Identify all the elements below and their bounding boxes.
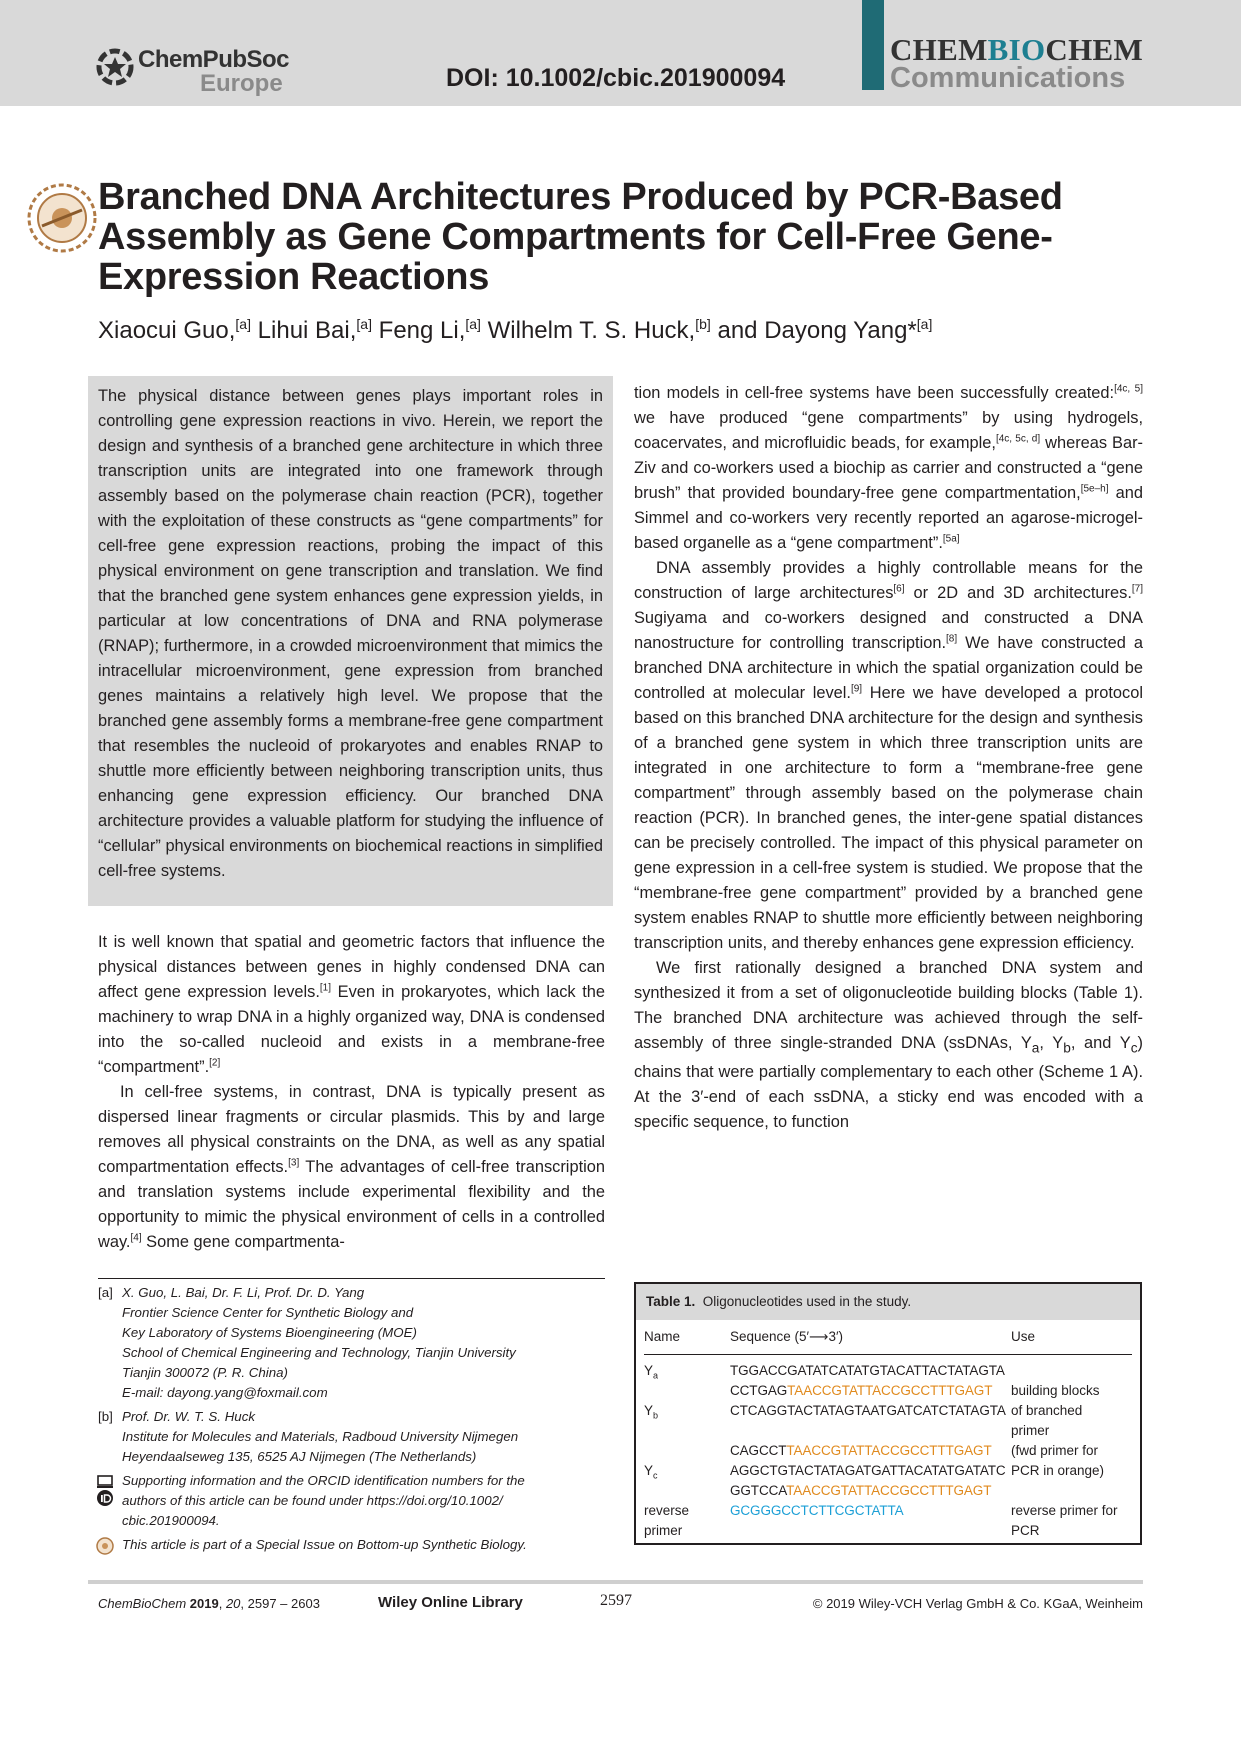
body-text: The advantages of cell-free transcription and translation systems include experimental flexibility and the opportunity to mimic the physical environment of cells in a controlled way.	[98, 1158, 605, 1251]
table-header-sequence: Sequence (5′⟶3′)	[730, 1329, 843, 1344]
oligo-name: Y	[644, 1403, 654, 1418]
table-header-rule	[644, 1354, 1132, 1355]
body-text: we have produced “gene compartments” by using hydrogels, coacervates, and microfluidic beads, for example,	[634, 409, 1143, 452]
citation[interactable]: [9]	[850, 683, 863, 695]
body-text: , Y	[1039, 1034, 1064, 1052]
author-affiliation: [a]	[235, 316, 251, 332]
author-name: Wilhelm T. S. Huck,	[487, 317, 696, 344]
author-name: and Dayong Yang*	[717, 317, 917, 344]
abstract-text: The physical distance between genes plays important roles in controlling gene expression reactions in vivo. Herein, we report the design and synthesis of a branched gene architecture in which three transcription units are integrated into one framework through assembly based on the polymerase chain reaction (PCR), together with the exploitation of these constructs as “gene compartments” for cell-free gene expression reactions, probing the impact of this physical environment on gene transcription and translation. We find that the branched gene system enhances gene expression yields, in particular at low concentrations of DNA and RNA polymerase (RNAP); furthermore, in a crowded microenvironment that mimics the intracellular microenvironment, gene expression from branched genes maintains a relatively high level. We propose that the branched gene assembly forms a membrane-free gene compartment that resembles the nucleoid of prokaryotes and enables RNAP to shuttle more efficiently between neighboring transcription units, thus enhancing gene expression efficiency. Our branched DNA architecture provides a valuable platform for studying the influence of “cellular” physical environments on biochemical reactions in simplified cell-free systems.	[98, 387, 603, 880]
table-cell-use: building blocks	[1011, 1383, 1100, 1398]
subscript: c	[653, 1470, 658, 1481]
article-title: Branched DNA Architectures Produced by PCR-Based Assembly as Gene Compartments for Cell-Free Gene-Expression Reactions	[98, 176, 1063, 298]
table-caption-text: Oligonucleotides used in the study.	[702, 1294, 912, 1309]
citation[interactable]: [4c, 5c, d]	[995, 433, 1041, 445]
table-cell-sequence	[730, 1481, 991, 1501]
table-cell-use: (fwd primer for	[1011, 1443, 1099, 1458]
affiliation-line: Institute for Molecules and Materials, Radboud University Nijmegen	[122, 1429, 519, 1444]
affiliation-line: X. Guo, L. Bai, Dr. F. Li, Prof. Dr. D. Yang	[122, 1285, 365, 1300]
wiley-online-library-link[interactable]: Wiley Online Library	[378, 1594, 523, 1611]
table-cell-name	[644, 1401, 658, 1426]
sequence-plain: CAGCCT	[730, 1443, 787, 1458]
table-cell-sequence: TGGACCGATATCATATGTACATTACTATAGTA	[730, 1363, 1005, 1378]
table-cell-sequence: GCGGGCCTCTTCGCTATTA	[730, 1503, 904, 1518]
table-cell-name	[644, 1461, 658, 1486]
affiliation-b	[98, 1407, 608, 1467]
table-caption	[636, 1284, 1140, 1320]
table-cell-name: reverse	[644, 1503, 690, 1518]
special-issue-note	[98, 1535, 608, 1555]
supporting-info-link[interactable]: authors of this article can be found under https://doi.org/10.1002/	[122, 1493, 503, 1508]
body-left-column	[98, 930, 605, 1255]
affiliation-label: [b]	[98, 1409, 113, 1424]
body-text: We first rationally designed a branched DNA system and synthesized it from a set of oligonucleotide building blocks (Table 1). The branched DNA architecture was achieved through the self-assembly of three single-stranded DNA (ssDNAs, Y	[634, 959, 1143, 1052]
busbi-badge-icon	[26, 182, 98, 254]
citation[interactable]: [5e–h]	[1080, 483, 1109, 495]
table-cell-sequence	[730, 1381, 992, 1401]
footer-volume: 20	[225, 1596, 241, 1611]
subscript: a	[1031, 1040, 1040, 1056]
body-text: It is well known that spatial and geometric factors that influence the physical distances between genes in highly condensed DNA can affect gene expression levels.	[98, 933, 605, 1001]
citation[interactable]: [6]	[893, 583, 905, 595]
body-text: tion models in cell-free systems have been successfully created:	[634, 384, 1115, 402]
supporting-info-link[interactable]: cbic.201900094.	[122, 1513, 220, 1528]
body-paragraph	[98, 930, 605, 1080]
affiliation-line: Prof. Dr. W. T. S. Huck	[122, 1409, 255, 1424]
citation[interactable]: [4]	[130, 1232, 142, 1244]
page-number: 2597	[600, 1592, 632, 1609]
email-link[interactable]: E-mail: dayong.yang@foxmail.com	[122, 1385, 328, 1400]
body-paragraph	[634, 956, 1143, 1135]
supporting-info-note	[98, 1471, 608, 1531]
body-text: or 2D and 3D architectures.	[904, 584, 1132, 602]
body-text: Sugiyama and co-workers designed and constructed a DNA nanostructure for controlling transcription.	[634, 609, 1143, 652]
body-text: Here we have developed a protocol based on this branched DNA architecture for the design and synthesis of a branched gene system in which three transcription units are integrated in one architecture to form a “membrane-free gene compartment” through assembly based on the polymerase chain reaction (PCR). In branched genes, the inter-gene spatial distances can be precisely controlled. The impact of this physical parameter on gene expression in a cell-free system is studied. We propose that the “membrane-free gene compartment” provided by a branched gene system enables RNAP to shuttle more efficiently between neighboring transcription units, and thereby enhances gene expression efficiency.	[634, 684, 1144, 952]
footer-pages: , 2597 – 2603	[240, 1596, 320, 1611]
citation[interactable]: [5a]	[942, 533, 960, 545]
table-1	[634, 1282, 1142, 1545]
citation[interactable]: [2]	[209, 1057, 221, 1069]
busbi-small-icon	[96, 1537, 114, 1555]
affiliation-line: Key Laboratory of Systems Bioengineering (MOE)	[122, 1325, 417, 1340]
body-text: ) chains that were partially complementary to each other (Scheme 1 A). At the 3′-end of each ssDNA, a sticky end was encoded with a specific sequence, to function	[634, 1034, 1143, 1132]
special-issue-text: This article is part of a Special Issue on Bottom-up Synthetic Biology.	[122, 1537, 527, 1552]
doi[interactable]: DOI: 10.1002/cbic.201900094	[446, 64, 786, 92]
affiliation-a	[98, 1283, 608, 1403]
affiliation-line: Tianjin 300072 (P. R. China)	[122, 1365, 288, 1380]
supporting-info-line: Supporting information and the ORCID identification numbers for the	[122, 1473, 525, 1488]
footer-journal: ChemBioChem	[98, 1596, 187, 1611]
footer-citation: ChemBioChem 2019, 20, 2597 – 2603	[98, 1596, 320, 1611]
body-text: and Simmel and co-workers very recently reported an agarose-microgel-based organelle as a “gene compartment”.	[634, 484, 1143, 552]
footer-year: 2019	[189, 1596, 219, 1611]
author-name: Xiaocui Guo,	[98, 317, 236, 344]
affiliation-label: [a]	[98, 1285, 113, 1300]
footnote-divider	[98, 1278, 605, 1279]
table-cell-sequence	[730, 1441, 992, 1461]
body-paragraph	[98, 1080, 605, 1255]
body-text: , and Y	[1070, 1034, 1131, 1052]
citation[interactable]: [3]	[288, 1157, 300, 1169]
author-affiliation: [a]	[916, 316, 933, 332]
table-header-name: Name	[644, 1329, 681, 1344]
author-list	[98, 316, 932, 345]
article-type: Communications	[890, 62, 1126, 94]
sequence-plain: GGTCCA	[730, 1483, 787, 1498]
body-text: Even in prokaryotes, which lack the machinery to wrap DNA in a highly organized way, DNA is condensed into the so-called nucleoid and exists in a membrane-free “compartment”.	[98, 983, 606, 1076]
body-text: We have constructed a branched DNA architecture in which the spatial organization could be controlled at molecular level.	[634, 634, 1143, 702]
author-name: Feng Li,	[378, 317, 466, 344]
author-affiliation: [a]	[356, 316, 372, 332]
citation[interactable]: [7]	[1131, 583, 1143, 595]
table-cell-use: reverse primer for	[1011, 1503, 1118, 1518]
table-cell-use: primer	[1011, 1423, 1050, 1438]
footnotes	[98, 1283, 608, 1555]
journal-accent-bar	[862, 0, 884, 90]
subscript: c	[1130, 1040, 1138, 1056]
oligo-name: Y	[644, 1463, 654, 1478]
journal-name-part1: CHEM	[890, 32, 988, 67]
citation[interactable]: [1]	[319, 982, 332, 994]
sequence-primer: TAACCGTATTACCGCCTTTGAGT	[786, 1483, 992, 1498]
citation[interactable]: [8]	[946, 633, 958, 645]
affiliation-line: Frontier Science Center for Synthetic Biology and	[122, 1305, 414, 1320]
sequence-primer: TAACCGTATTACCGCCTTTGAGT	[787, 1383, 993, 1398]
affiliation-line: School of Chemical Engineering and Technology, Tianjin University	[122, 1345, 516, 1360]
author-name: Lihui Bai,	[257, 317, 357, 344]
sequence-plain: CCTGAG	[730, 1383, 788, 1398]
abstract-box	[88, 376, 613, 906]
body-text: In cell-free systems, in contrast, DNA is typically present as dispersed linear fragments or circular plasmids. This by and large removes all physical constraints on the DNA, as well as any spatial compartmentation effects.	[98, 1083, 605, 1176]
subscript: a	[653, 1370, 659, 1381]
table-cell-sequence: CTCAGGTACTATAGTAATGATCATCTATAGTA	[730, 1403, 1006, 1418]
subscript: b	[1063, 1040, 1071, 1056]
publisher-sub: Europe	[200, 70, 283, 97]
citation[interactable]: [4c, 5]	[1114, 383, 1144, 395]
publisher-name: ChemPubSoc	[138, 46, 290, 73]
table-cell-use: of branched	[1011, 1403, 1083, 1418]
author-affiliation: [a]	[465, 316, 481, 332]
body-paragraph	[634, 556, 1143, 956]
body-text: DNA assembly provides a highly controllable means for the construction of large architectures	[634, 559, 1143, 602]
chempubsoc-logo	[96, 44, 290, 97]
copyright: © 2019 Wiley-VCH Verlag GmbH & Co. KGaA, Weinheim	[812, 1596, 1143, 1611]
table-caption-label: Table 1.	[646, 1294, 696, 1309]
orcid-icon	[96, 1489, 114, 1507]
table-cell-name	[644, 1361, 658, 1386]
table-cell-name: primer	[644, 1523, 683, 1538]
body-text: whereas Bar-Ziv and co-workers used a biochip as carrier and constructed a “gene brush” that provided boundary-free gene compartmentation,	[634, 434, 1144, 502]
affiliation-line: Heyendaalseweg 135, 6525 AJ Nijmegen (The Netherlands)	[122, 1449, 477, 1464]
subscript: b	[653, 1410, 659, 1421]
oligo-name: Y	[644, 1363, 654, 1378]
journal-name-part3: CHEM	[1045, 32, 1144, 67]
body-text: Some gene compartmenta-	[141, 1233, 345, 1251]
table-header-use: Use	[1011, 1329, 1036, 1344]
table-cell-use: PCR	[1011, 1523, 1040, 1538]
body-paragraph	[634, 381, 1143, 556]
author-affiliation: [b]	[695, 316, 711, 332]
table-cell-use: PCR in orange)	[1011, 1463, 1105, 1478]
table-cell-sequence: AGGCTGTACTATAGATGATTACATATGATATC	[730, 1463, 1006, 1478]
chempubsoc-star-icon	[96, 48, 134, 86]
page-header	[0, 0, 1241, 106]
sequence-primer: TAACCGTATTACCGCCTTTGAGT	[786, 1443, 992, 1458]
body-right-column	[634, 381, 1143, 1135]
journal-name-part2: BIO	[987, 32, 1046, 67]
footer-rule	[88, 1580, 1143, 1584]
